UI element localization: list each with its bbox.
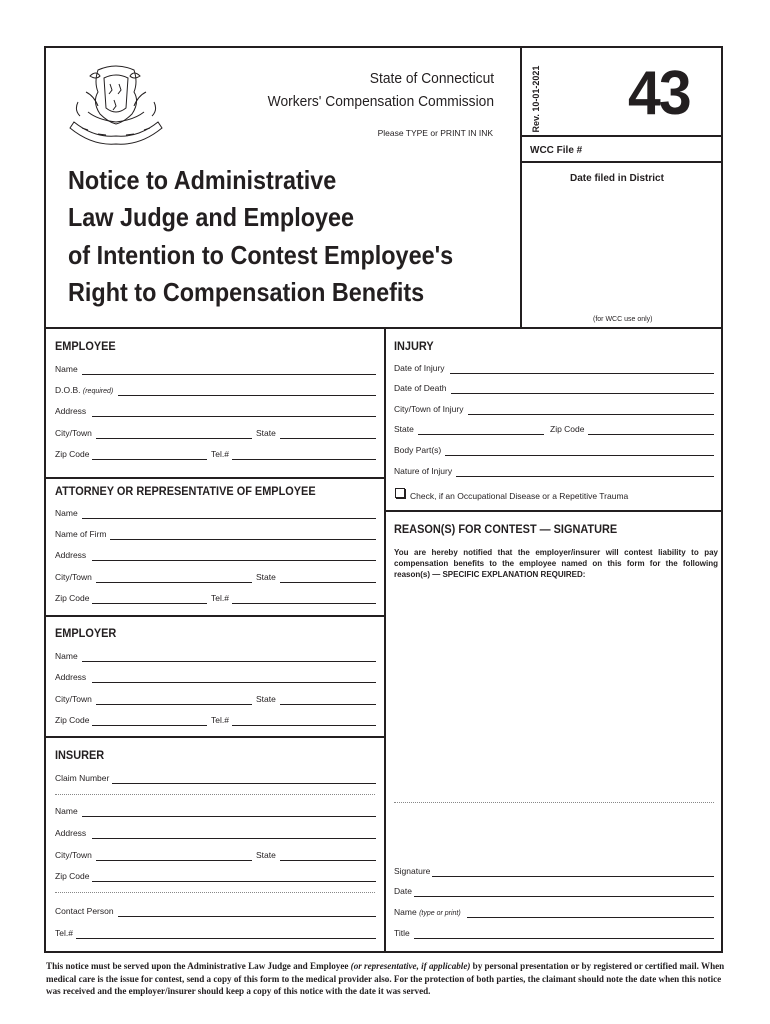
employee-dob-field[interactable]	[118, 395, 376, 396]
injury-date-field[interactable]	[450, 373, 714, 374]
employee-city-field[interactable]	[96, 438, 252, 439]
employee-zip-label: Zip Code	[55, 449, 90, 459]
sign-title-label: Title	[394, 928, 410, 938]
employer-state-label: State	[256, 694, 276, 704]
title-line-4: Right to Compensation Benefits	[68, 277, 425, 307]
reasons-heading: REASON(S) FOR CONTEST — SIGNATURE	[394, 524, 618, 536]
employer-name-field[interactable]	[82, 661, 376, 662]
employer-heading: EMPLOYER	[55, 628, 117, 640]
header-divider	[520, 46, 522, 329]
insurer-separator-2	[55, 892, 375, 893]
reasons-explanation-area[interactable]	[394, 585, 714, 799]
attorney-tel-field[interactable]	[232, 603, 376, 604]
title-line-3: of Intention to Contest Employee's	[68, 240, 454, 270]
attorney-firm-label: Name of Firm	[55, 529, 107, 539]
insurer-state-label: State	[256, 850, 276, 860]
attorney-city-label: City/Town	[55, 572, 92, 582]
insurer-name-field[interactable]	[82, 816, 376, 817]
injury-death-field[interactable]	[451, 393, 714, 394]
insurer-claim-field[interactable]	[112, 783, 376, 784]
insurer-city-field[interactable]	[96, 860, 252, 861]
injury-body-field[interactable]	[445, 455, 714, 456]
employer-divider	[44, 615, 385, 617]
signature-field[interactable]	[432, 876, 714, 877]
employee-tel-label: Tel.#	[211, 449, 229, 459]
employer-zip-field[interactable]	[92, 725, 207, 726]
insurer-city-label: City/Town	[55, 850, 92, 860]
attorney-firm-field[interactable]	[110, 539, 376, 540]
employee-tel-field[interactable]	[232, 459, 376, 460]
employer-state-field[interactable]	[280, 704, 376, 705]
reasons-divider	[384, 510, 723, 512]
signature-label: Signature	[394, 866, 431, 876]
employee-state-field[interactable]	[280, 438, 376, 439]
attorney-heading: ATTORNEY OR REPRESENTATIVE OF EMPLOYEE	[55, 486, 316, 498]
insurer-contact-label: Contact Person	[55, 906, 114, 916]
employer-city-field[interactable]	[96, 704, 252, 705]
employer-address-label: Address	[55, 672, 87, 682]
insurer-separator	[55, 794, 375, 795]
employee-city-label: City/Town	[55, 428, 92, 438]
insurer-name-label: Name	[55, 806, 78, 816]
attorney-divider	[44, 477, 385, 479]
insurer-tel-label: Tel.#	[55, 928, 73, 938]
injury-state-label: State	[394, 424, 414, 434]
employer-name-label: Name	[55, 651, 78, 661]
attorney-tel-label: Tel.#	[211, 593, 229, 603]
insurer-state-field[interactable]	[280, 860, 376, 861]
insurer-tel-field[interactable]	[76, 938, 376, 939]
wcc-use-note: (for WCC use only)	[593, 316, 653, 323]
employee-name-field[interactable]	[82, 374, 376, 375]
insurer-contact-field[interactable]	[118, 916, 376, 917]
attorney-state-field[interactable]	[280, 582, 376, 583]
injury-nature-field[interactable]	[456, 476, 714, 477]
wcc-top-line	[520, 135, 723, 137]
employee-zip-field[interactable]	[92, 459, 207, 460]
insurer-address-field[interactable]	[92, 838, 376, 839]
footer-notice: This notice must be served upon the Administrative Law Judge and Employee (or representative, if applicable) by personal presentation or by registered or certified mail. When medical care is the issue for contest, send a copy of this form to the medical provider also. For the protection of both parties, the claimant should note the date when this notice was received and the employer/insurer should keep a copy of this notice with the date it was served.	[46, 961, 725, 996]
attorney-address-label: Address	[55, 550, 87, 560]
injury-nature-label: Nature of Injury	[394, 466, 453, 476]
insurer-heading: INSURER	[55, 750, 105, 762]
insurer-divider	[44, 736, 385, 738]
attorney-city-field[interactable]	[96, 582, 252, 583]
employee-name-label: Name	[55, 364, 78, 374]
attorney-zip-label: Zip Code	[55, 593, 90, 603]
employer-address-field[interactable]	[92, 682, 376, 683]
wcc-file-label: WCC File #	[530, 145, 583, 156]
injury-city-field[interactable]	[468, 414, 714, 415]
attorney-address-field[interactable]	[92, 560, 376, 561]
reasons-separator	[394, 802, 714, 803]
insurer-address-label: Address	[55, 828, 87, 838]
column-divider	[384, 327, 386, 953]
insurer-zip-field[interactable]	[92, 881, 376, 882]
header-instruction: Please TYPE or PRINT IN INK	[377, 128, 493, 138]
sign-name-field[interactable]	[467, 917, 714, 918]
injury-zip-field[interactable]	[588, 434, 714, 435]
injury-zip-label: Zip Code	[550, 424, 585, 434]
attorney-state-label: State	[256, 572, 276, 582]
occupational-check-label: Check, if an Occupational Disease or a Repetitive Trauma	[410, 491, 629, 501]
sign-name-label: Name (type or print)	[394, 907, 461, 917]
employee-address-field[interactable]	[92, 416, 376, 417]
occupational-checkbox[interactable]	[395, 488, 405, 498]
attorney-name-label: Name	[55, 508, 78, 518]
employer-tel-label: Tel.#	[211, 715, 229, 725]
injury-heading: INJURY	[394, 341, 434, 353]
employer-tel-field[interactable]	[232, 725, 376, 726]
injury-date-label: Date of Injury	[394, 363, 445, 373]
date-filed-label: Date filed in District	[570, 173, 664, 184]
sign-date-label: Date	[394, 886, 412, 896]
title-line-1: Notice to Administrative	[68, 165, 337, 195]
insurer-zip-label: Zip Code	[55, 871, 90, 881]
insurer-claim-label: Claim Number	[55, 773, 110, 783]
employer-zip-label: Zip Code	[55, 715, 90, 725]
injury-state-field[interactable]	[418, 434, 544, 435]
employee-state-label: State	[256, 428, 276, 438]
employee-dob-label: D.O.B. (required)	[55, 385, 114, 395]
employee-heading: EMPLOYEE	[55, 341, 116, 353]
wcc-bottom-line	[520, 161, 723, 163]
state-seal-icon	[68, 62, 164, 146]
header-commission: Workers' Compensation Commission	[267, 93, 494, 110]
rev-date: Rev. 10-01-2021	[531, 65, 541, 133]
injury-city-label: City/Town of Injury	[394, 404, 464, 414]
attorney-name-field[interactable]	[82, 518, 376, 519]
employer-city-label: City/Town	[55, 694, 92, 704]
injury-death-label: Date of Death	[394, 383, 447, 393]
attorney-zip-field[interactable]	[92, 603, 207, 604]
header-state: State of Connecticut	[369, 70, 494, 87]
title-line-2: Law Judge and Employee	[68, 202, 355, 232]
employee-address-label: Address	[55, 406, 87, 416]
sign-title-field[interactable]	[414, 938, 714, 939]
reasons-text: You are hereby notified that the employer/insurer will contest liability to pay compensation benefits to the employee named on this form for the following reason(s) — SPECIFIC EXPLANATION REQUIRED:	[394, 548, 718, 579]
form-number: 43	[628, 59, 690, 128]
sign-date-field[interactable]	[414, 896, 714, 897]
injury-body-label: Body Part(s)	[394, 445, 442, 455]
